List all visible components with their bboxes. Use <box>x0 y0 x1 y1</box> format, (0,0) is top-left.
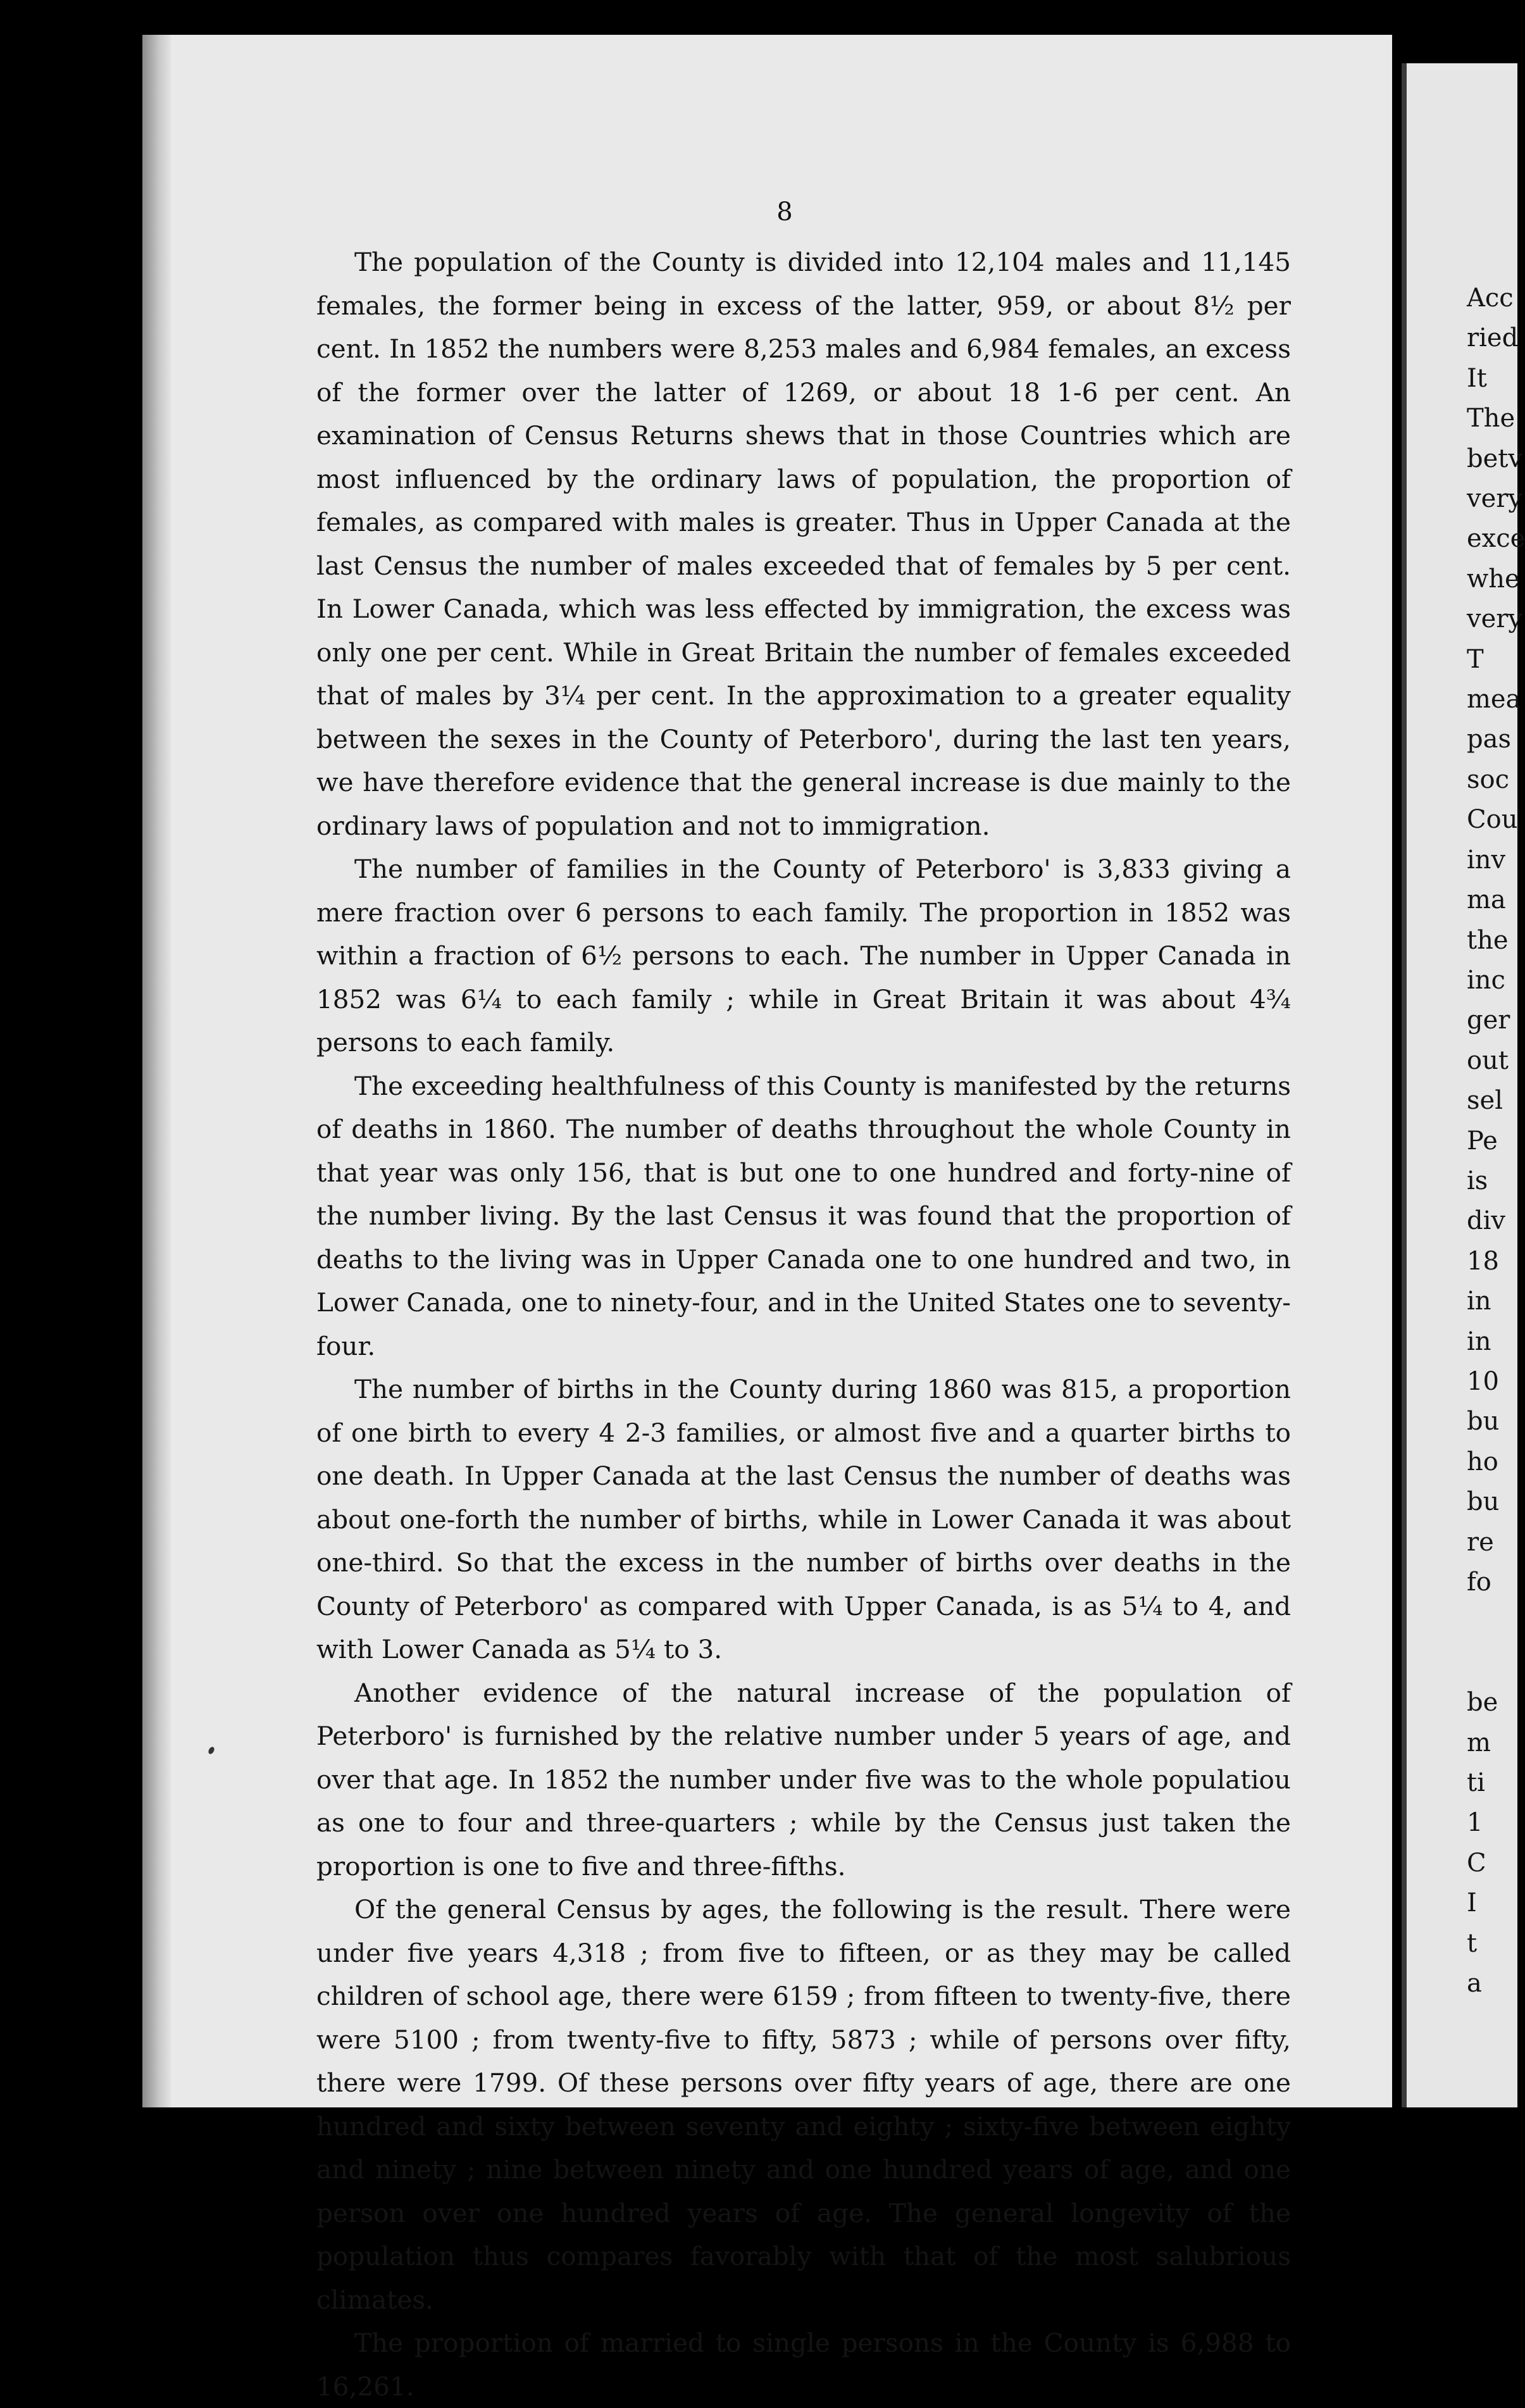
facing-page-fragment: 1 <box>1467 1808 1483 1838</box>
facing-page-fragment: The <box>1467 404 1516 434</box>
facing-page-fragment: sel <box>1467 1086 1503 1116</box>
facing-page-fragment: in <box>1467 1326 1491 1356</box>
facing-page-fragment: in <box>1467 1287 1491 1316</box>
facing-page-fragment: ried <box>1467 323 1519 353</box>
facing-page-fragment: fo <box>1467 1568 1491 1597</box>
facing-page-fragment: ti <box>1467 1768 1485 1798</box>
facing-page-fragment: pas <box>1467 725 1511 754</box>
facing-page-fragment: soc <box>1467 764 1510 794</box>
page-number: 8 <box>776 197 793 227</box>
paragraph-3: The exceeding healthfulness of this County is manifested by the returns of deaths in 1860. The number of deaths throughout the whole County in that year was only 156, that is but one to one hundred and forty-nine of the number living. By the last Census it was found that the proportion of deaths to the living was in Upper Canada one to one hundred and two, in Lower Canada, one to ninety-four, and in the United States one to seventy-four. <box>316 1070 1291 1361</box>
facing-page-fragment: betv <box>1467 444 1522 473</box>
facing-page-fragment: Cou <box>1467 805 1518 835</box>
facing-page-fragment: inc <box>1467 965 1505 995</box>
paragraph-7: The proportion of married to single persons in the County is 6,988 to 16,261. <box>316 2328 1291 2402</box>
facing-page-fragment: is <box>1467 1166 1488 1195</box>
facing-page-fragment: ger <box>1467 1006 1510 1035</box>
facing-page-fragment: m <box>1467 1728 1491 1757</box>
paragraph-5: Another evidence of the natural increase of the population of Peterboro' is furnished by the relative number under 5 years of age, and over that age. In 1852 the number under five was to the whole populatiou as one to four and three-quarters ; while by the Census just taken the proportion is one to five and three-fifths. <box>316 1677 1291 1881</box>
facing-page-fragment: be <box>1467 1688 1498 1718</box>
facing-page-fragment: I <box>1467 1888 1477 1918</box>
paragraph-4: The number of births in the County during 1860 was 815, a proportion of one birth to every 4 2-3 families, or almost five and a quarter births to one death. In Upper Canada at the last Census the number of deaths was about one-forth the number of births, while in Lower Canada it was about one-third. So that the excess in the number of births over deaths in the County of Peterboro' as compared with Upper Canada, is as 5¼ to 4, and with Lower Canada as 5¼ to 3. <box>316 1374 1291 1664</box>
facing-page-fragment: bu <box>1467 1407 1500 1437</box>
facing-page-fragment: div <box>1467 1206 1505 1236</box>
facing-page-fragment: very <box>1467 484 1522 514</box>
book-binding-shadow <box>142 35 171 2107</box>
facing-page-text-fragments <box>1467 278 1525 2004</box>
facing-page-fragment: ho <box>1467 1447 1498 1476</box>
paragraph-6: Of the general Census by ages, the following is the result. There were under five years 4,318 ; from five to fifteen, or as they may be called children of school age, there were 6159 ; from fifteen to twenty-five, there were 5100 ; from twenty-five to fifty, 5873 ; while of persons over fifty, there were 1799. Of these persons over fifty years of age, there are one hundred and sixty between seventy and eighty ; sixty-five between eighty and ninety ; nine between ninety and one hundred years of age, and one person over one hundred years of age. The general longevity of the population thus compares favorably with that of the most salubrious climates. <box>316 1894 1291 2315</box>
facing-page-fragment: T <box>1467 644 1484 674</box>
facing-page-fragment <box>1467 1643 1512 1683</box>
facing-page-fragment: out <box>1467 1045 1509 1075</box>
facing-page-fragment: 10 <box>1467 1366 1499 1396</box>
facing-page-fragment: Acc <box>1467 284 1514 313</box>
facing-page-fragment: It <box>1467 363 1487 393</box>
facing-page-fragment: t <box>1467 1928 1478 1958</box>
facing-page-fragment: re <box>1467 1527 1494 1557</box>
facing-page-fragment: the <box>1467 925 1509 955</box>
page-body <box>316 240 1291 2408</box>
facing-page-fragment: bu <box>1467 1487 1500 1517</box>
facing-page-fragment: 18 <box>1467 1246 1499 1276</box>
facing-page-fragment <box>1467 1602 1512 1642</box>
facing-page-fragment: a <box>1467 1969 1482 1999</box>
paragraph-1: The population of the County is divided into 12,104 males and 11,145 females, the former being in excess of the latter, 959, or about 8½ per cent. In 1852 the numbers were 8,253 males and 6,984 females, an excess of the former over the latter of 1269, or about 18 1-6 per cent. An examination of Census Returns shews that in those Countries which are most influenced by the ordinary laws of population, the proportion of females, as compared with males is greater. Thus in Upper Canada at the last Census the number of males exceeded that of females by 5 per cent. In Lower Canada, which was less effected by immigration, the excess was only one per cent. While in Great Britain the number of females exceeded that of males by 3¼ per cent. In the approximation to a greater equality between the sexes in the County of Peterboro', during the last ten years, we have therefore evidence that the general increase is due mainly to the ordinary laws of population and not to immigration. <box>316 247 1291 841</box>
facing-page-fragment: ma <box>1467 885 1506 915</box>
facing-page-fragment: whe <box>1467 564 1520 594</box>
facing-page-fragment: very <box>1467 604 1522 634</box>
facing-page-fragment: exce <box>1467 524 1525 554</box>
facing-page-fragment: inv <box>1467 845 1506 875</box>
paragraph-2: The number of families in the County of Peterboro' is 3,833 giving a mere fraction over 6 persons to each family. The proportion in 1852 was within a fraction of 6½ persons to each. The number in Upper Canada in 1852 was 6¼ to each family ; while in Great Britain it was about 4¾ persons to each family. <box>316 854 1291 1057</box>
facing-page-fragment: C <box>1467 1848 1486 1878</box>
facing-page-fragment: mea <box>1467 685 1521 714</box>
facing-page-fragment: Pe <box>1467 1126 1498 1156</box>
